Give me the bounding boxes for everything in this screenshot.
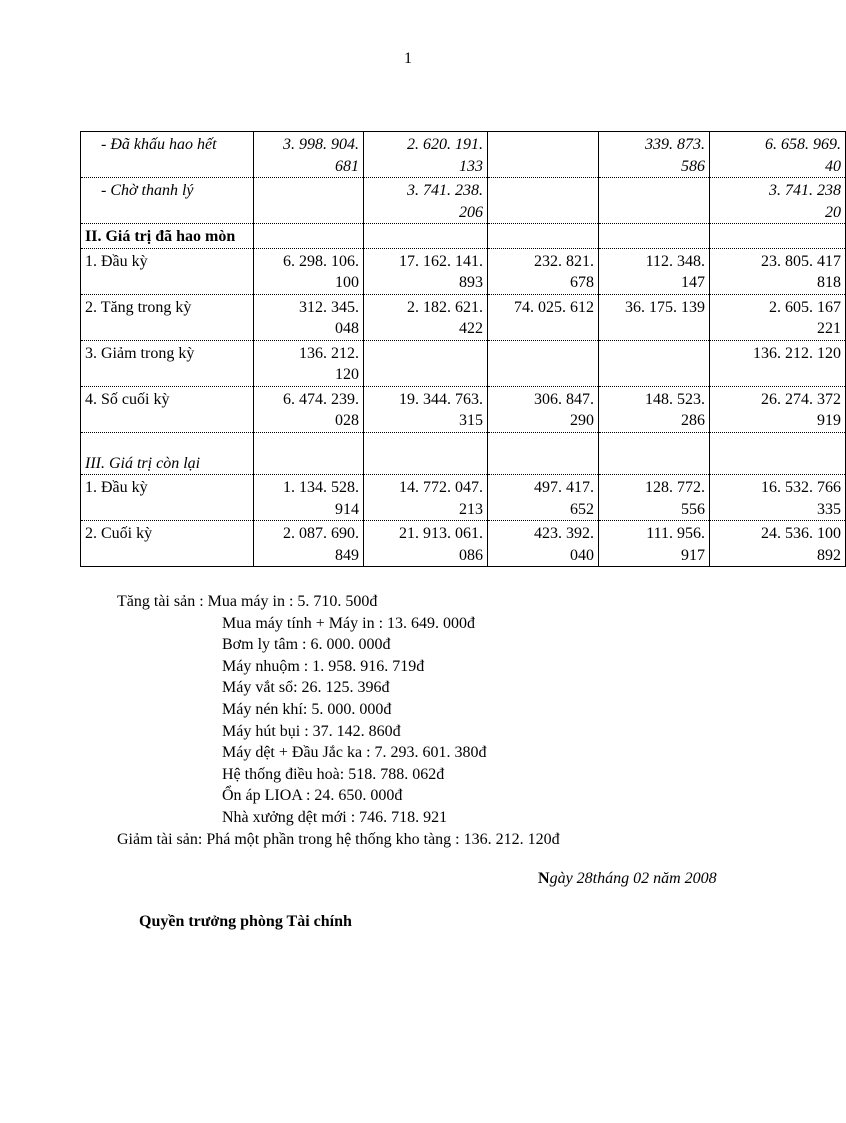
value-line: 556 [681, 500, 705, 518]
increase-label: Tăng tài sản : [117, 593, 208, 610]
value-line: 849 [335, 546, 359, 564]
signer-title: Quyền trưởng phòng Tài chính [139, 913, 352, 930]
increase-item: Máy nhuộm : 1. 958. 916. 719đ [222, 657, 425, 675]
table-row [81, 224, 846, 249]
value-line: 24. 536. 100 [761, 525, 841, 542]
row-label: 3. Giảm trong kỳ [81, 340, 254, 386]
row-label: - Chờ thanh lý [81, 178, 254, 224]
value-cell [488, 340, 599, 386]
table-row [81, 294, 846, 340]
value-cell [364, 294, 488, 340]
value-line: 6. 658. 969. [765, 136, 841, 153]
decrease-item: Phá một phần trong hệ thống kho tàng : 136. 212. 120đ [206, 830, 560, 848]
value-line: 306. 847. [534, 390, 594, 408]
value-cell [599, 521, 710, 567]
table-row [81, 248, 846, 294]
value-cell [710, 224, 846, 249]
asset-change-notes [117, 591, 560, 850]
value-line: 312. 345. [299, 298, 359, 316]
row-label: 4. Số cuối kỳ [81, 386, 254, 432]
value-cell [364, 340, 488, 386]
value-line: 678 [570, 274, 594, 291]
value-line: 315 [459, 412, 483, 429]
value-cell [710, 340, 846, 386]
value-line: 17. 162. 141. [399, 252, 483, 270]
value-line: 112. 348. [645, 252, 705, 270]
table-row [81, 521, 846, 567]
table-row [81, 340, 846, 386]
value-cell [599, 178, 710, 224]
value-cell [488, 294, 599, 340]
value-line: 206 [459, 203, 483, 221]
value-line: 3. 741. 238 [769, 182, 841, 199]
value-cell [599, 386, 710, 432]
value-cell [364, 475, 488, 521]
value-cell [599, 475, 710, 521]
value-line: 111. 956. [646, 525, 705, 542]
value-line: 893 [459, 274, 483, 291]
value-cell [254, 132, 364, 178]
table-row [81, 386, 846, 432]
value-line: 6. 474. 239. [283, 390, 359, 408]
value-cell [254, 178, 364, 224]
decrease-row [117, 829, 560, 851]
value-cell [254, 248, 364, 294]
value-line: 16. 532. 766 [761, 479, 841, 496]
value-cell [599, 224, 710, 249]
table-row [81, 475, 846, 521]
value-cell [364, 386, 488, 432]
value-line: 2. 087. 690. [283, 525, 359, 542]
value-line: 120 [335, 366, 359, 383]
value-line: 3. 741. 238. [407, 182, 483, 199]
decrease-label: Giảm tài sản: [117, 830, 207, 848]
table-row [81, 432, 846, 475]
value-cell [254, 475, 364, 521]
value-line: 497. 417. [534, 479, 594, 496]
value-line: 213 [459, 500, 483, 518]
value-cell [364, 178, 488, 224]
value-cell [599, 294, 710, 340]
value-cell [710, 294, 846, 340]
value-cell [488, 432, 599, 475]
value-line: 422 [459, 320, 483, 337]
value-line: 3. 998. 904. [283, 136, 359, 153]
increase-item: Máy vắt sổ: 26. 125. 396đ [222, 679, 390, 697]
value-line: 6. 298. 106. [283, 252, 359, 270]
increase-item: Mua máy tính + Máy in : 13. 649. 000đ [222, 614, 476, 632]
value-line: 14. 772. 047. [399, 479, 483, 496]
row-label: 2. Tăng trong kỳ [81, 294, 254, 340]
value-line: 681 [335, 157, 359, 175]
value-cell [364, 432, 488, 475]
value-cell [254, 294, 364, 340]
row-label: II. Giá trị đã hao mòn [81, 224, 254, 249]
date-text: gày 28tháng 02 năm 2008 [549, 870, 717, 887]
value-line: 335 [817, 500, 841, 518]
value-line: 148. 523. [645, 390, 705, 408]
value-cell [488, 248, 599, 294]
value-line: 26. 274. 372 [761, 390, 841, 408]
value-line: 21. 913. 061. [399, 525, 483, 542]
value-line: 919 [817, 412, 841, 429]
asset-table [80, 131, 841, 567]
value-cell [488, 475, 599, 521]
value-cell [599, 340, 710, 386]
value-line: 2. 182. 621. [407, 298, 483, 316]
increase-item: Bơm ly tâm : 6. 000. 000đ [222, 636, 391, 654]
value-line: 040 [570, 546, 594, 564]
value-cell [488, 386, 599, 432]
value-cell [599, 132, 710, 178]
value-cell [254, 432, 364, 475]
value-line: 339. 873. [645, 136, 705, 153]
page-number: 1 [404, 50, 412, 67]
value-cell [488, 521, 599, 567]
value-line: 892 [817, 546, 841, 564]
increase-row [117, 591, 560, 613]
value-cell [710, 178, 846, 224]
increase-item: Mua máy in : 5. 710. 500đ [207, 593, 378, 610]
value-line: 048 [335, 320, 359, 337]
value-line: 23. 805. 417 [761, 252, 841, 270]
value-line: 652 [570, 500, 594, 518]
value-line: 086 [459, 546, 483, 564]
value-line: 20 [825, 203, 841, 221]
value-line: 028 [335, 412, 359, 429]
value-line: 818 [817, 274, 841, 291]
value-line: 2. 605. 167 [769, 298, 841, 316]
value-cell [710, 386, 846, 432]
increase-item: Ổn áp LIOA : 24. 650. 000đ [222, 787, 403, 805]
value-line: 136. 212. [299, 344, 359, 362]
value-cell [364, 224, 488, 249]
value-line: 1. 134. 528. [283, 479, 359, 496]
row-label: III. Giá trị còn lại [81, 432, 254, 475]
increase-item: Nhà xưởng dệt mới : 746. 718. 921 [222, 808, 448, 826]
value-line: 423. 392. [534, 525, 594, 542]
value-line: 221 [817, 320, 841, 337]
date-first-letter: N [538, 870, 550, 887]
increase-item: Máy hút bụi : 37. 142. 860đ [222, 722, 401, 740]
value-line: 586 [681, 157, 705, 175]
value-line: 19. 344. 763. [399, 390, 483, 408]
row-label: - Đã khấu hao hết [81, 132, 254, 178]
report-date [538, 870, 717, 888]
value-cell [254, 224, 364, 249]
value-cell [710, 432, 846, 475]
value-line: 136. 212. 120 [753, 344, 841, 362]
value-line: 2. 620. 191. [407, 136, 483, 153]
table-row [81, 132, 846, 178]
value-line: 147 [681, 274, 705, 291]
value-cell [710, 521, 846, 567]
value-cell [254, 340, 364, 386]
value-line: 914 [335, 500, 359, 518]
value-cell [364, 521, 488, 567]
increase-item: Máy nén khí: 5. 000. 000đ [222, 700, 392, 718]
value-cell [599, 248, 710, 294]
value-line: 290 [570, 412, 594, 429]
value-line: 74. 025. 612 [514, 298, 594, 316]
value-cell [364, 132, 488, 178]
increase-item: Hệ thống điều hoà: 518. 788. 062đ [222, 765, 445, 783]
row-label: 1. Đầu kỳ [81, 248, 254, 294]
value-cell [254, 386, 364, 432]
row-label: 2. Cuối kỳ [81, 521, 254, 567]
value-line: 100 [335, 274, 359, 291]
value-cell [488, 178, 599, 224]
value-line: 286 [681, 412, 705, 429]
value-cell [488, 132, 599, 178]
value-line: 36. 175. 139 [625, 298, 705, 316]
value-line: 917 [681, 546, 705, 564]
value-cell [254, 521, 364, 567]
increase-item: Máy dệt + Đầu Jắc ka : 7. 293. 601. 380đ [222, 744, 487, 762]
value-line: 128. 772. [645, 479, 705, 496]
value-cell [710, 475, 846, 521]
value-cell [364, 248, 488, 294]
value-cell [488, 224, 599, 249]
value-cell [710, 132, 846, 178]
value-cell [710, 248, 846, 294]
value-line: 40 [825, 157, 841, 175]
value-line: 232. 821. [534, 252, 594, 270]
table-row [81, 178, 846, 224]
value-cell [599, 432, 710, 475]
value-line: 133 [459, 157, 483, 175]
row-label: 1. Đầu kỳ [81, 475, 254, 521]
